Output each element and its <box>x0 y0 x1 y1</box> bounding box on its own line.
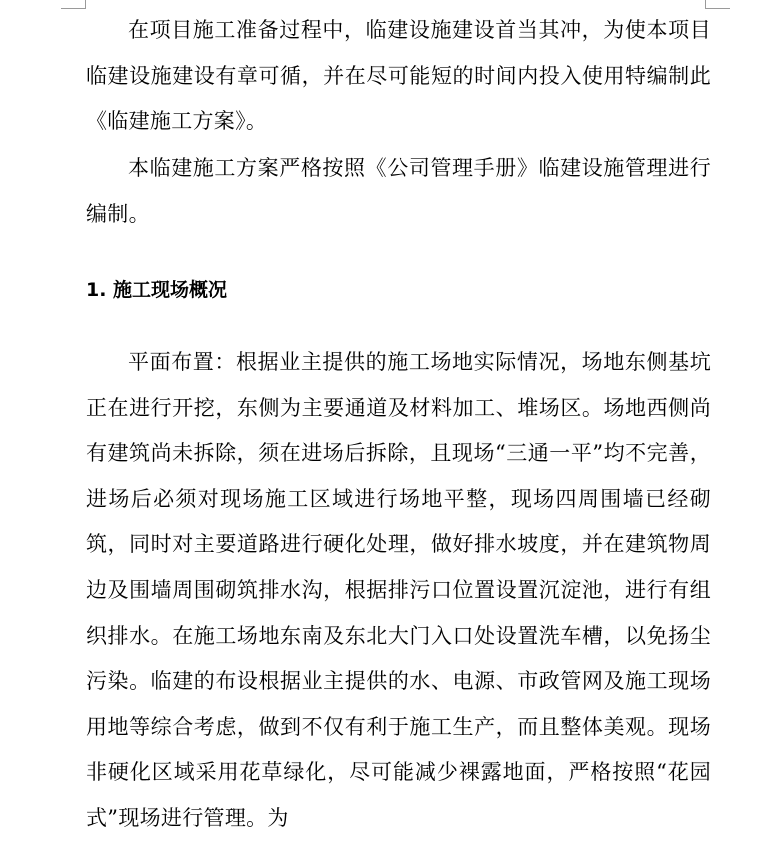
body-paragraph: 本临建施工方案严格按照《公司管理手册》临建设施管理进行编制。 <box>86 156 711 226</box>
body-paragraph: 在项目施工准备过程中，临建设施建设首当其冲，为使本项目临建设施建设有章可循，并在尽可能短的时间内投入使用特编制此《临建施工方案》。 <box>86 18 711 134</box>
section-heading: 1. 施工现场概况 <box>86 279 228 301</box>
margin-corner-mark-left <box>61 0 86 9</box>
body-paragraph: 平面布置：根据业主提供的施工场地实际情况，场地东侧基坑正在进行开挖，东侧为主要通道及材料加工、堆场区。场地西侧尚有建筑尚未拆除，须在进场后拆除，且现场“三通一平”均不完善，进场后必须对现场施工区域进行场地平整，现场四周围墙已经砌筑，同时对主要道路进行硬化处理，做好排水坡度，并在建筑物周边及围墙周围砌筑排水沟，根据排污口位置设置沉淀池，进行有组织排水。在施工场地东南及东北大门入口处设置洗车槽，以免扬尘污染。临建的布设根据业主提供的水、电源、市政管网及施工现场用地等综合考虑，做到不仅有利于施工生产，而且整体美观。现场非硬化区域采用花草绿化，尽可能减少裸露地面，严格按照“花园式”现场进行管理。为 <box>86 350 711 830</box>
